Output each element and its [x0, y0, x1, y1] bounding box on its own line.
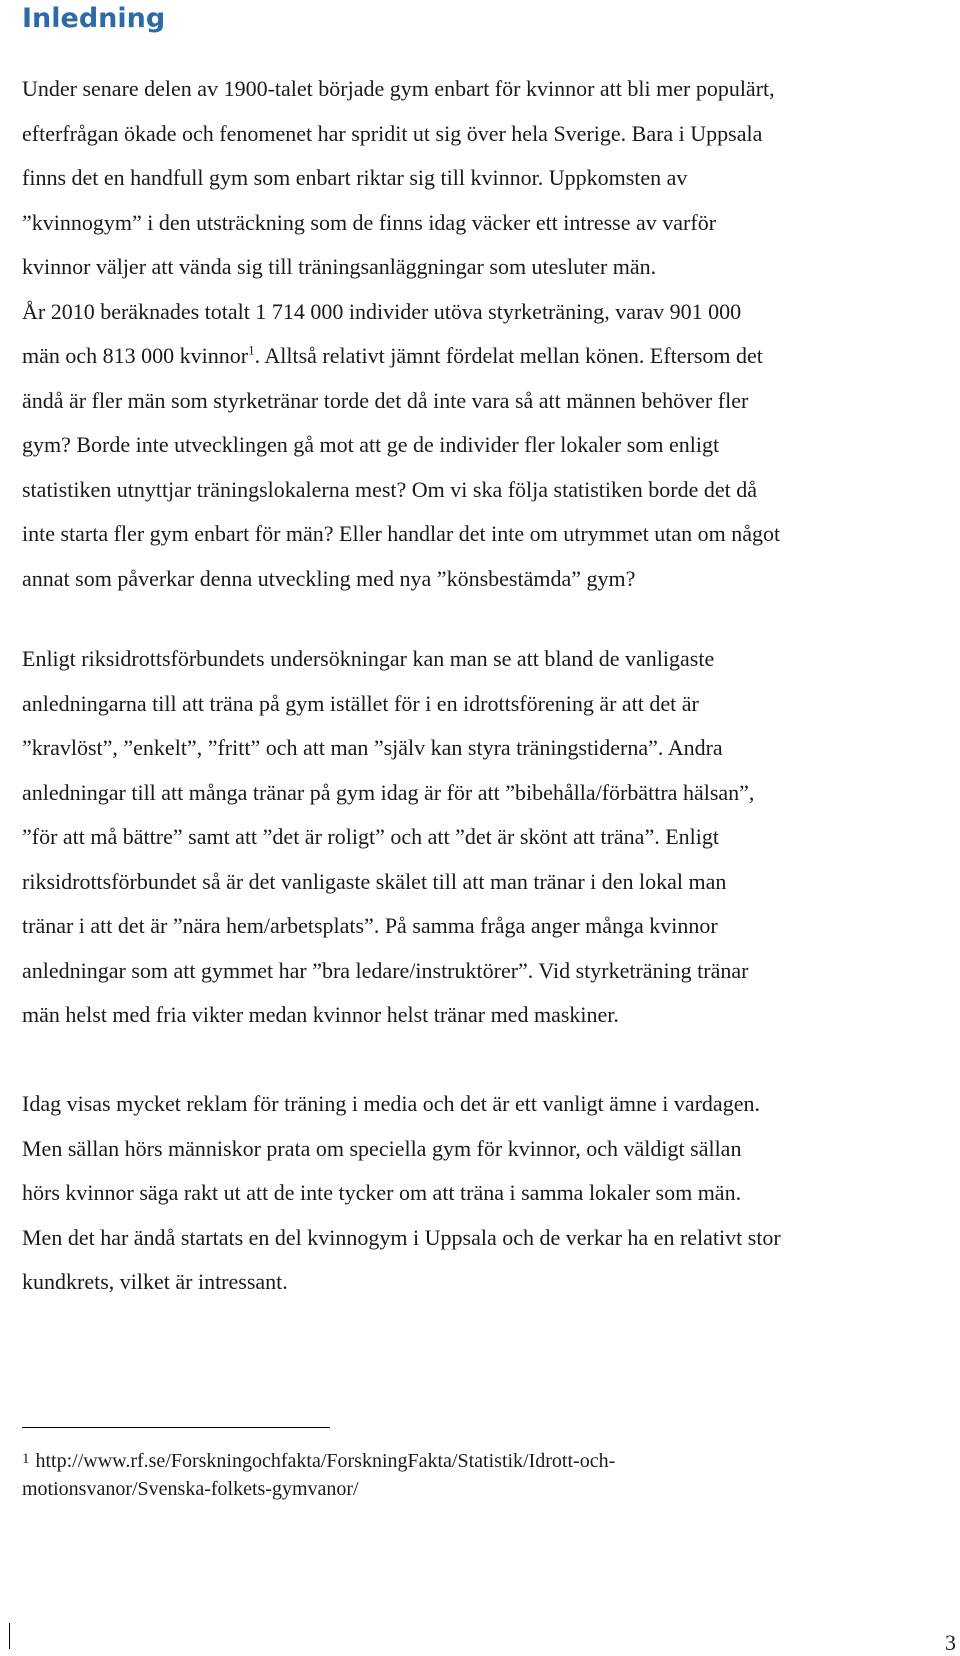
section-heading: Inledning	[22, 3, 166, 34]
paragraph-line: inte starta fler gym enbart för män? Eller handlar det inte om utrymmet utan om något	[22, 521, 781, 546]
footnote-line	[22, 1445, 615, 1475]
footnote	[22, 1445, 615, 1503]
paragraph-line	[22, 334, 958, 379]
paragraph-line: ”kravlöst”, ”enkelt”, ”fritt” och att man ”själv kan styra träningstiderna”. Andra	[22, 735, 723, 760]
paragraph-line: riksidrottsförbundet så är det vanligaste skälet till att man tränar i den lokal man	[22, 868, 727, 894]
paragraph-line: Idag visas mycket reklam för träning i media och det är ett vanligt ämne i vardagen.	[22, 1091, 760, 1116]
paragraph-line: finns det en handfull gym som enbart riktar sig till kvinnor. Uppkomsten av	[22, 165, 688, 190]
paragraph-line: ”kvinnogym” i den utsträckning som de finns idag väcker ett intresse av varför	[22, 209, 717, 235]
page-number: 3	[945, 1630, 956, 1655]
paragraph-line: Men sällan hörs människor prata om speciella gym för kvinnor, och väldigt sällan	[22, 1135, 742, 1161]
paragraph-line: anledningar som att gymmet har ”bra ledare/instruktörer”. Vid styrketräning tränar	[22, 957, 749, 983]
footnote-reference[interactable]: 1	[248, 342, 255, 358]
footnote-divider	[22, 1427, 330, 1428]
paragraph-line: män helst med fria vikter medan kvinnor helst tränar med maskiner.	[22, 1002, 619, 1027]
paragraph-line: ”för att må bättre” samt att ”det är roligt” och att ”det är skönt att träna”. Enligt	[22, 824, 719, 849]
paragraph-line: anledningar till att många tränar på gym idag är för att ”bibehålla/förbättra hälsan”,	[22, 779, 755, 805]
page-edge-mark	[9, 1623, 10, 1649]
paragraph-line: År 2010 beräknades totalt 1 714 000 individer utöva styrketräning, varav 901 000	[22, 298, 742, 324]
paragraph-intro	[22, 67, 958, 601]
footnote-line[interactable]: motionsvanor/Svenska-folkets-gymvanor/	[22, 1478, 359, 1500]
paragraph-media	[22, 1082, 958, 1305]
paragraph-reasons	[22, 637, 958, 1038]
paragraph-line: Men det har ändå startats en del kvinnogym i Uppsala och de verkar ha en relativt stor	[22, 1224, 781, 1250]
line-text: . Alltså relativt jämnt fördelat mellan könen. Eftersom det	[254, 343, 763, 368]
paragraph-line: gym? Borde inte utvecklingen gå mot att ge de individer fler lokaler som enligt	[22, 432, 720, 457]
paragraph-line: ändå är fler män som styrketränar torde det då inte vara så att männen behöver fler	[22, 387, 749, 413]
paragraph-line: statistiken utnyttjar träningslokalerna mest? Om vi ska följa statistiken borde det då	[22, 476, 757, 502]
footnote-mark: 1	[22, 1451, 30, 1467]
paragraph-line: Enligt riksidrottsförbundets undersökningar kan man se att bland de vanligaste	[22, 646, 715, 671]
paragraph-line: kundkrets, vilket är intressant.	[22, 1269, 288, 1294]
paragraph-line: Under senare delen av 1900-talet började gym enbart för kvinnor att bli mer populärt,	[22, 76, 775, 101]
paragraph-line: kvinnor väljer att vända sig till träningsanläggningar som utesluter män.	[22, 254, 657, 279]
paragraph-line: efterfrågan ökade och fenomenet har spridit ut sig över hela Sverige. Bara i Uppsala	[22, 120, 763, 146]
line-text: män och 813 000 kvinnor	[22, 343, 249, 368]
paragraph-line: tränar i att det är ”nära hem/arbetsplats”. På samma fråga anger många kvinnor	[22, 913, 718, 938]
paragraph-line: anledningarna till att träna på gym istället för i en idrottsförening är att det är	[22, 690, 699, 716]
paragraph-line: annat som påverkar denna utveckling med nya ”könsbestämda” gym?	[22, 565, 636, 591]
paragraph-line: hörs kvinnor säga rakt ut att de inte tycker om att träna i samma lokaler som män.	[22, 1180, 742, 1205]
footnote-url-part[interactable]: http://www.rf.se/Forskningochfakta/ForskningFakta/Statistik/Idrott-och-	[35, 1450, 616, 1472]
